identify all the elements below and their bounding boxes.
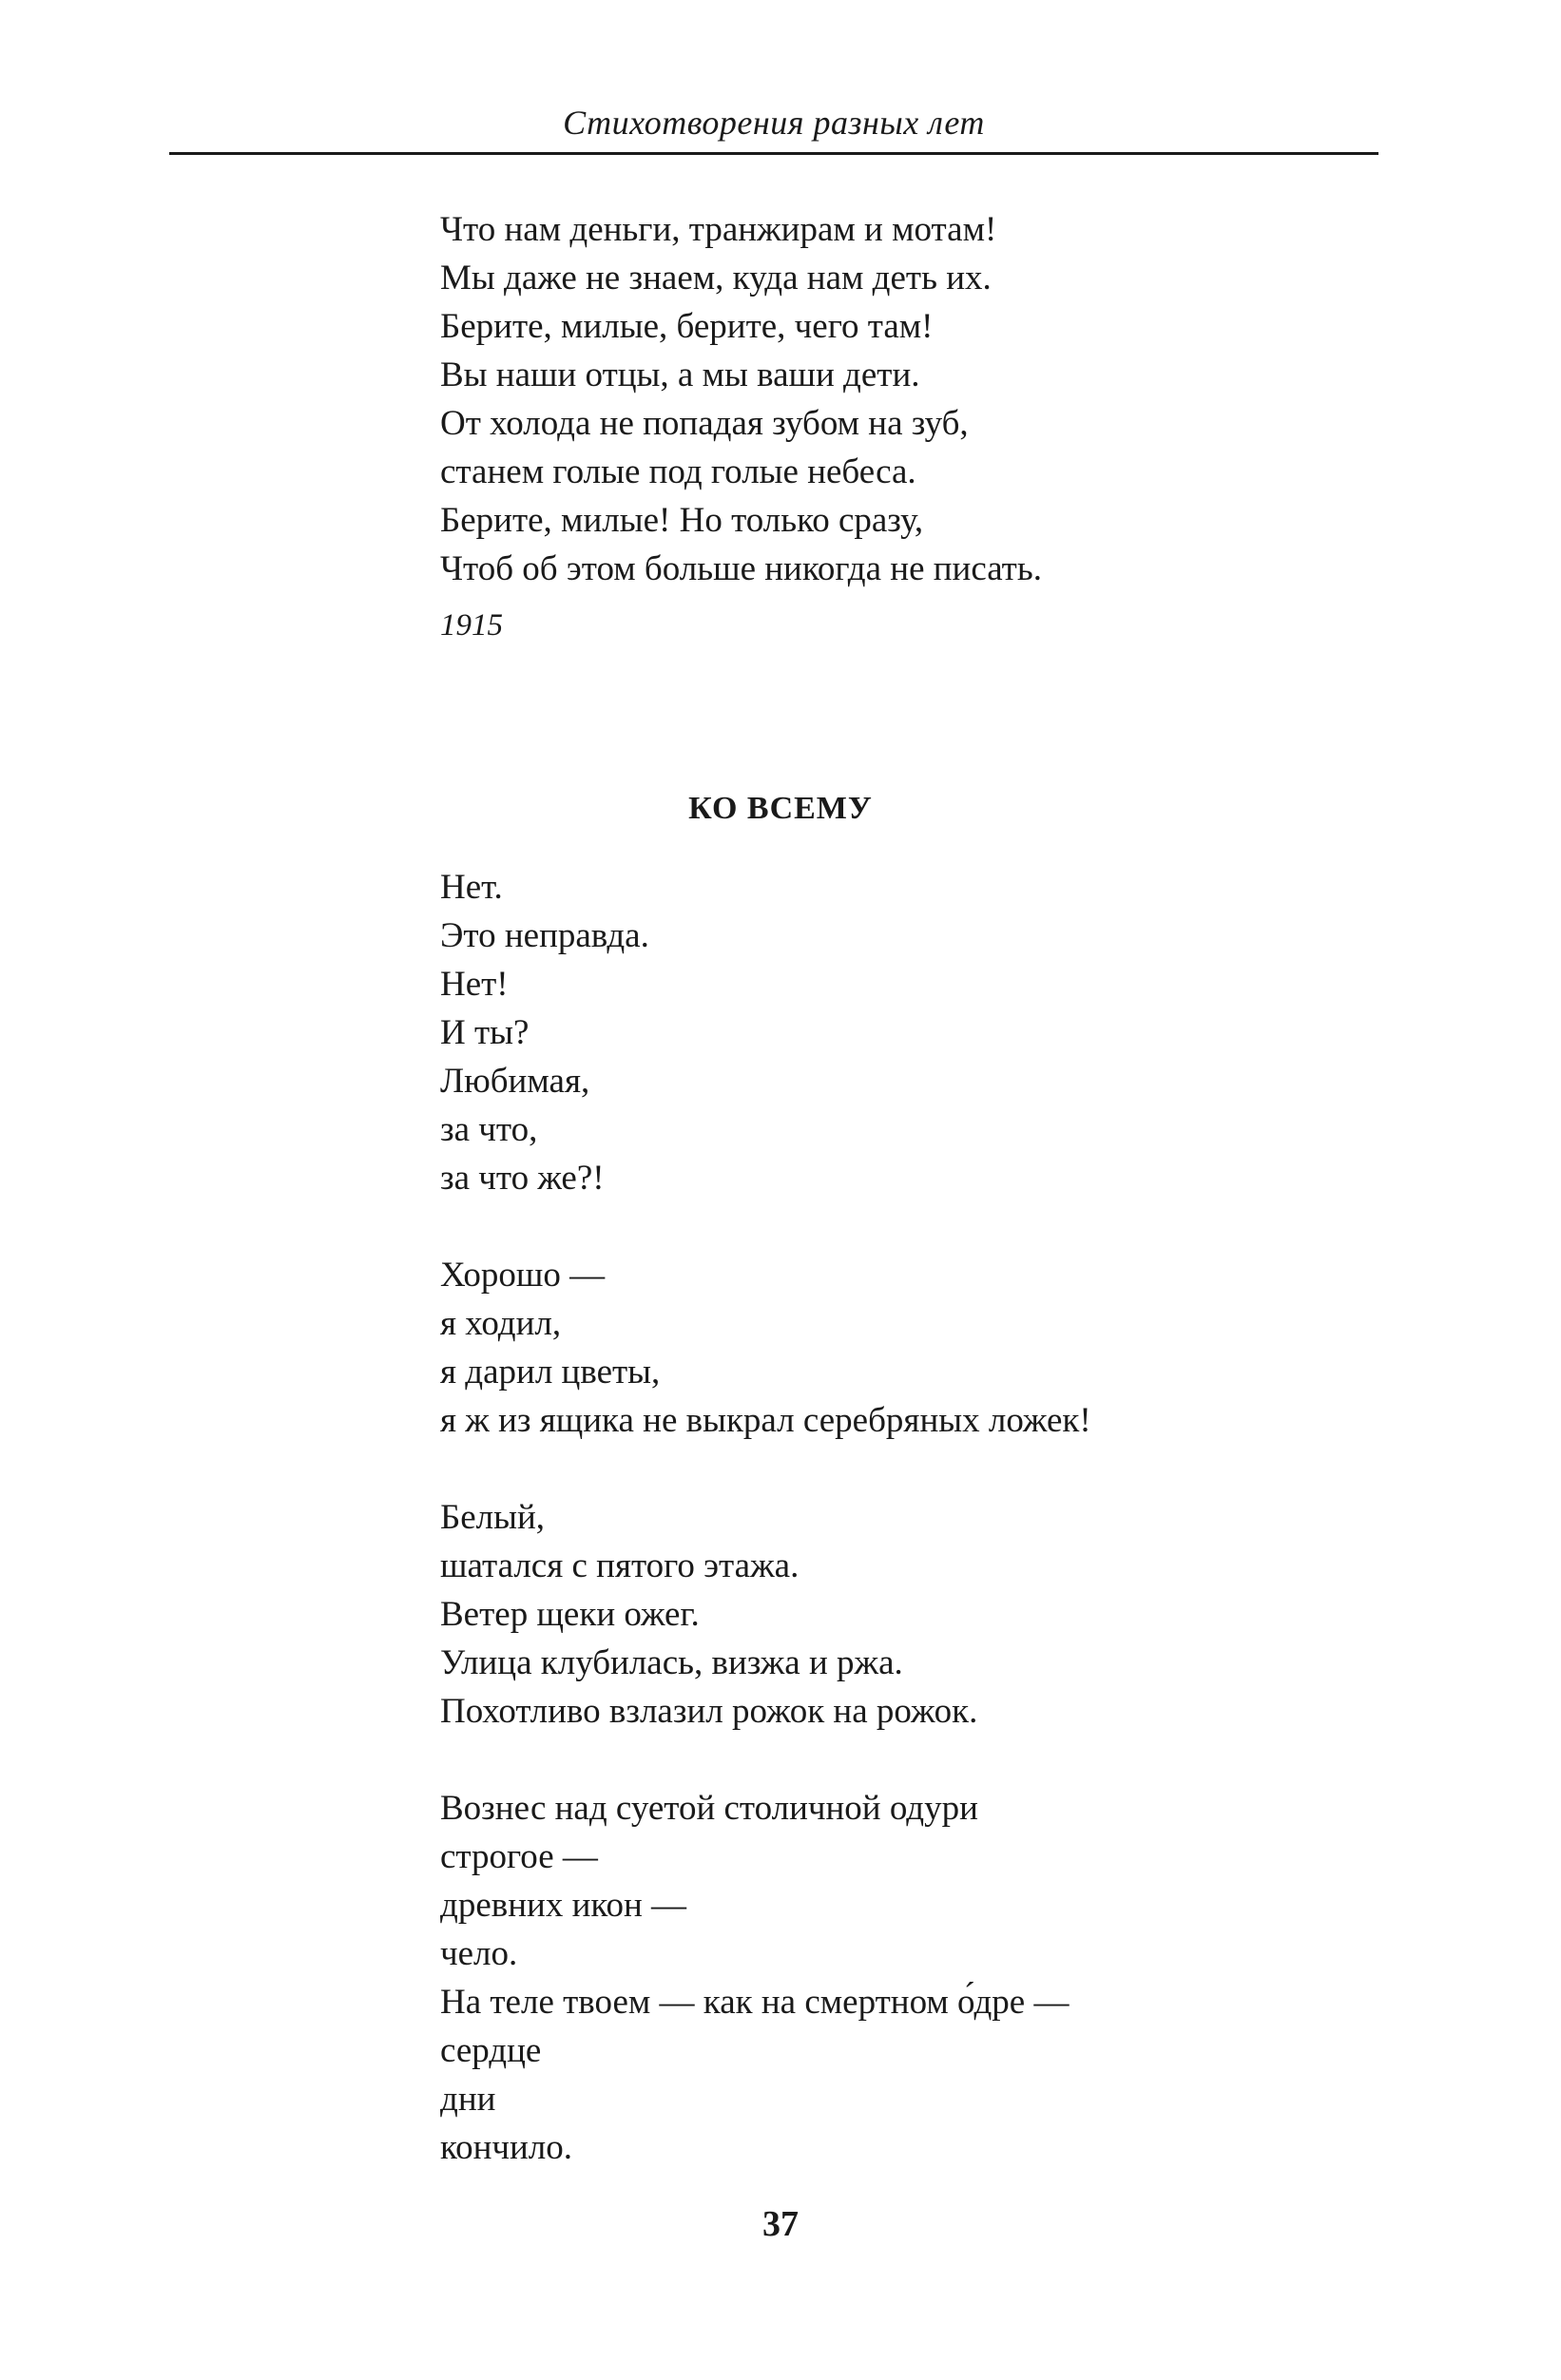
header-rule <box>169 152 1378 155</box>
stanza <box>440 1784 1391 2172</box>
poem-line: На теле твоем — как на смертном о́дре — <box>440 1983 1070 2022</box>
poem-line: дни <box>440 2080 496 2119</box>
poem-line: Берите, милые, берите, чего там! <box>440 307 934 346</box>
poem-line: станем голые под голые небеса. <box>440 452 916 491</box>
poem-line: Нет! <box>440 965 509 1004</box>
poem-line: Нет. <box>440 868 503 907</box>
poem-line: От холода не попадая зубом на зуб, <box>440 404 969 443</box>
poem-line: Любимая, <box>440 1062 590 1101</box>
page-number: 37 <box>762 2204 799 2244</box>
poem-line: древних икон — <box>440 1886 687 1925</box>
poem-line: Похотливо взлазил рожок на рожок. <box>440 1692 978 1731</box>
poem-line: Улица клубилась, визжа и ржа. <box>440 1643 903 1682</box>
poem-line: я дарил цветы, <box>440 1353 661 1392</box>
stanza <box>440 1251 1391 1445</box>
poem-1-date: 1915 <box>440 608 503 643</box>
poem-line: Белый, <box>440 1498 546 1537</box>
poem-line: сердце <box>440 2031 542 2070</box>
poem-line: Что нам деньги, транжирам и мотам! <box>440 210 997 249</box>
poem-line: Мы даже не знаем, куда нам деть их. <box>440 259 992 298</box>
poem-line: Вознес над суетой столичной одури <box>440 1789 978 1828</box>
stanza-gap <box>440 1202 1391 1251</box>
poem-line: кончило. <box>440 2128 573 2167</box>
poem-line: И ты? <box>440 1013 530 1052</box>
poem-line: чело. <box>440 1934 518 1973</box>
running-head: Стихотворения разных лет <box>563 104 985 142</box>
stanza-gap <box>440 1736 1391 1784</box>
stanza <box>440 1493 1391 1736</box>
stanza <box>440 863 1391 1202</box>
poem-line: Вы наши отцы, а мы ваши дети. <box>440 355 920 394</box>
poem-line: строгое — <box>440 1837 598 1876</box>
poem-2-title: КО ВСЕМУ <box>688 791 873 826</box>
poem-line: Ветер щеки ожег. <box>440 1595 700 1634</box>
poem-1-text <box>440 205 1391 593</box>
poem-line: за что, <box>440 1110 538 1149</box>
poem-line: шатался с пятого этажа. <box>440 1546 800 1585</box>
poem-line: за что же?! <box>440 1159 605 1198</box>
poem-line: Берите, милые! Но только сразу, <box>440 501 924 540</box>
poem-line: я ходил, <box>440 1304 562 1343</box>
poem-line: я ж из ящика не выкрал серебряных ложек! <box>440 1401 1091 1440</box>
poem-2-text <box>440 863 1391 2172</box>
poem-line: Чтоб об этом больше никогда не писать. <box>440 549 1042 588</box>
poem-line: Хорошо — <box>440 1256 606 1295</box>
poem-line: Это неправда. <box>440 916 649 955</box>
stanza-gap <box>440 1445 1391 1493</box>
